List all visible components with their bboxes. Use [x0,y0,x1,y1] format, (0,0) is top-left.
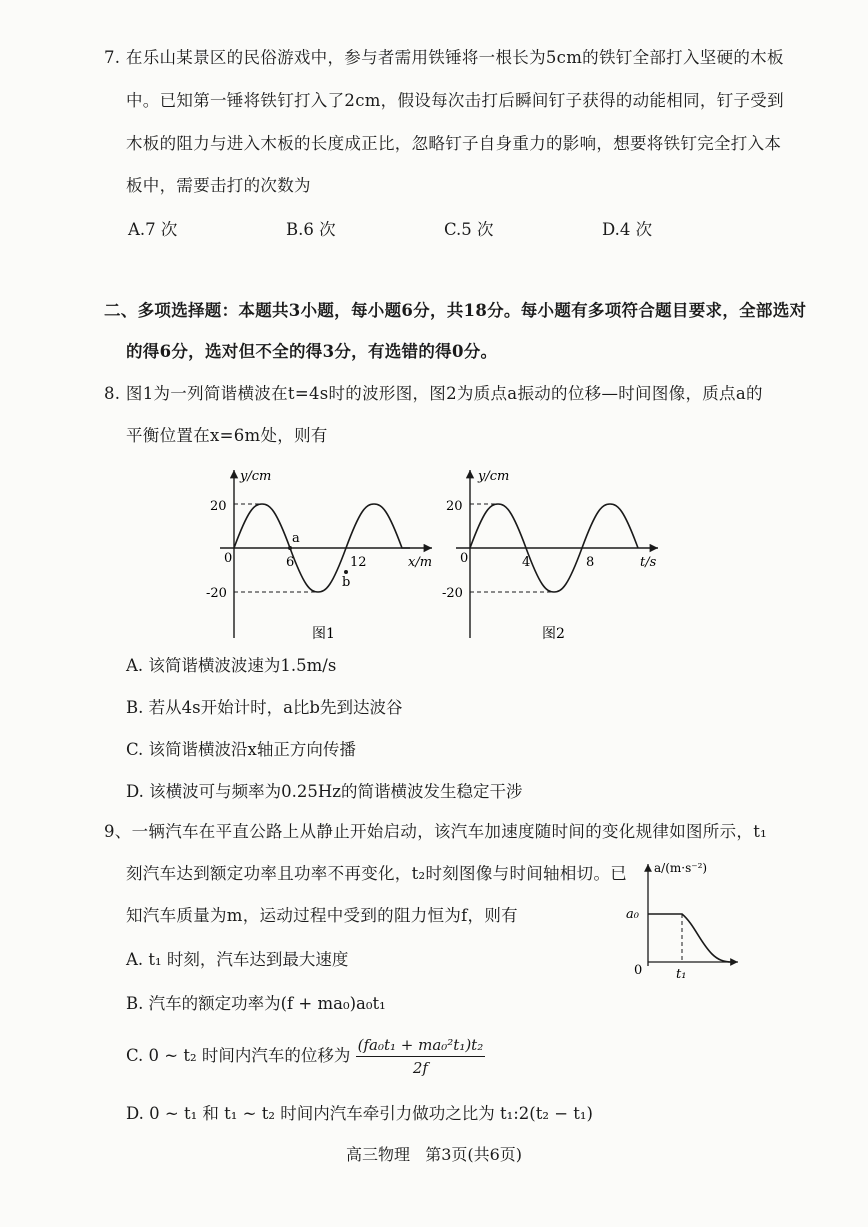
q9-line-2: 刻汽车达到额定功率且功率不再变化，t₂时刻图像与时间轴相切。已 [126,864,628,883]
q8-option-c: C. 该简谐横波沿x轴正方向传播 [126,740,356,759]
fig1-x-tick-12: 12 [350,555,367,570]
q7-option-c: C.5 次 [444,220,494,239]
q9-acceleration-figure [620,856,760,981]
fig2-t-label: t/s [640,555,657,570]
fig1-point-b [344,570,348,574]
q9-line-3: 知汽车质量为m，运动过程中受到的阻力恒为f，则有 [126,906,518,925]
q9-option-c-numerator: (fa₀t₁ + ma₀²t₁)t₂ [356,1036,486,1057]
q9-option-d: D. 0 ~ t₁ 和 t₁ ~ t₂ 时间内汽车牵引力做功之比为 t₁:2(t₂ − t₁) [126,1104,593,1123]
fig1-y-label: y/cm [240,469,272,484]
q9-fig-a0: a₀ [626,907,639,922]
fig2-origin: 0 [460,551,469,566]
q9-option-c-fraction [356,1036,486,1077]
q9-option-a: A. t₁ 时刻，汽车达到最大速度 [126,950,349,969]
fig1-x-tick-6: 6 [286,555,295,570]
fig2-y-top-tick: 20 [446,499,463,514]
fig2-t-tick-8: 8 [586,555,595,570]
q7-line-3: 木板的阻力与进入木板的长度成正比，忽略钉子自身重力的影响，想要将铁钉完全打入本 [126,134,782,153]
q7-line-1: 7. 在乐山某景区的民俗游戏中，参与者需用铁锤将一根长为5cm的铁钉全部打入坚硬的木板 [104,48,784,67]
q7-option-b: B.6 次 [286,220,336,239]
q7-line-2: 中。已知第一锤将铁钉打入了2cm，假设每次击打后瞬间钉子获得的动能相同，钉子受到 [126,91,784,110]
page-footer: 高三物理 第3页(共6页) [345,1145,523,1164]
fig2-y-label: y/cm [478,469,510,484]
q8-line-2: 平衡位置在x=6m处，则有 [126,426,328,445]
q8-figure-1 [200,460,450,650]
q7-option-a: A.7 次 [128,220,178,239]
section2-header-line-2: 的得6分，选对但不全的得3分，有选错的得0分。 [126,342,498,361]
q9-option-c-denominator: 2f [412,1059,428,1077]
q8-figure-2 [430,460,670,650]
fig2-t-tick-4: 4 [522,555,531,570]
fig1-y-top-tick: 20 [210,499,227,514]
fig2-y-bottom-tick: -20 [442,586,463,601]
q8-option-a: A. 该简谐横波波速为1.5m/s [126,656,337,675]
q9-option-b: B. 汽车的额定功率为(f + ma₀)a₀t₁ [126,994,386,1013]
q9-line-1: 9、一辆汽车在平直公路上从静止开始启动，该汽车加速度随时间的变化规律如图所示，t₁ [104,822,768,841]
q9-fig-a-label: a/(m·s⁻²) [654,861,708,875]
q8-option-d: D. 该横波可与频率为0.25Hz的简谐横波发生稳定干涉 [126,782,523,801]
q8-option-b: B. 若从4s开始计时，a比b先到达波谷 [126,698,403,717]
q9-fig-origin: 0 [634,963,643,978]
q9-fig-t1: t₁ [676,967,687,981]
q9-option-c [126,1036,485,1077]
fig1-point-a [288,546,292,550]
fig1-label-a: a [292,531,300,546]
section2-header-line-1: 二、多项选择题：本题共3小题，每小题6分，共18分。每小题有多项符合题目要求，全部选对 [104,301,807,320]
q9-a-curve [648,914,732,962]
q8-line-1: 8. 图1为一列简谐横波在t=4s时的波形图，图2为质点a振动的位移—时间图像，质点a的 [104,384,763,403]
fig1-label-b: b [342,575,351,590]
q7-line-4: 板中，需要击打的次数为 [126,176,311,195]
fig1-caption: 图1 [312,626,335,642]
fig1-origin: 0 [224,551,233,566]
fig1-x-label: x/m [408,555,433,570]
q9-option-c-prefix: C. 0 ~ t₂ 时间内汽车的位移为 [126,1046,351,1065]
fig2-caption: 图2 [542,626,565,642]
q7-option-d: D.4 次 [602,220,653,239]
fig1-y-bottom-tick: -20 [206,586,227,601]
